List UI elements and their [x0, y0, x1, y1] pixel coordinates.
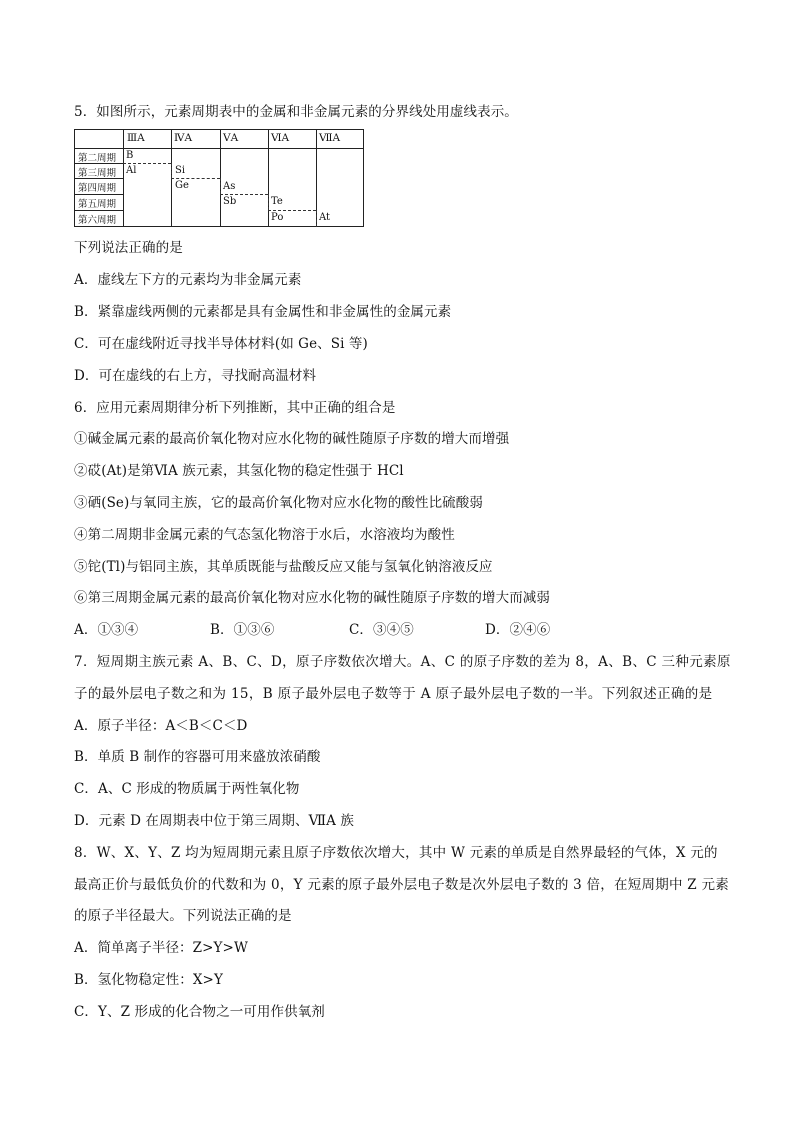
q8-stem-line-3: 的原子半径最大。下列说法正确的是	[74, 908, 292, 924]
group-header-7a: ⅦA	[319, 132, 341, 144]
q5-option-d: D．可在虚线的右上方，寻找耐高温材料	[74, 368, 317, 384]
q5-option-a: A．虚线左下方的元素均为非金属元素	[74, 272, 302, 288]
period-2-label: 第二周期	[78, 153, 117, 164]
element-te: Te	[271, 196, 283, 207]
period-4-label: 第四周期	[78, 183, 117, 194]
period-5-label: 第五周期	[78, 199, 117, 210]
q6-statement-4: ④第二周期非金属元素的气态氢化物溶于水后，水溶液均为酸性	[74, 527, 455, 543]
element-si: Si	[175, 165, 186, 176]
q7-option-a: A．原子半径：A＜B＜C＜D	[74, 718, 248, 734]
group-header-5a: ⅤA	[223, 132, 239, 144]
q6-option-b: B．①③⑥	[210, 622, 275, 638]
period-6-label: 第六周期	[78, 215, 117, 226]
q6-statement-1: ①碱金属元素的最高价氧化物对应水化物的碱性随原子序数的增大而增强	[74, 431, 510, 447]
q7-option-b: B．单质 B 制作的容器可用来盛放浓硝酸	[74, 749, 321, 765]
q5-stem: 5．如图所示，元素周期表中的金属和非金属元素的分界线处用虚线表示。	[74, 104, 518, 120]
q6-statement-2: ②砹(At)是第ⅥA 族元素，其氢化物的稳定性强于 HCl	[74, 463, 404, 479]
group-header-4a: ⅣA	[174, 132, 193, 144]
q6-statement-3: ③硒(Se)与氧同主族，它的最高价氧化物对应水化物的酸性比硫酸弱	[74, 495, 483, 511]
q8-stem-line-2: 最高正价与最低负价的代数和为 0，Y 元素的原子最外层电子数是次外层电子数的 3 倍，在短周期中 Z 元素	[74, 877, 729, 893]
period-3-label: 第三周期	[78, 168, 117, 179]
q8-option-c: C．Y、Z 形成的化合物之一可用作供氧剂	[74, 1004, 325, 1020]
q5-option-c: C．可在虚线附近寻找半导体材料(如 Ge、Si 等)	[74, 336, 368, 352]
element-ge: Ge	[175, 180, 189, 191]
q6-option-c: C．③④⑤	[349, 622, 414, 638]
q6-stem: 6．应用元素周期律分析下列推断，其中正确的组合是	[74, 400, 396, 416]
element-al: Al	[126, 165, 137, 176]
q6-statement-6: ⑥第三周期金属元素的最高价氧化物对应水化物的碱性随原子序数的增大而减弱	[74, 590, 550, 606]
element-as: As	[223, 181, 236, 192]
element-sb: Sb	[223, 196, 237, 207]
group-header-3a: ⅢA	[127, 132, 145, 144]
q5-option-b: B．紧靠虚线两侧的元素都是具有金属性和非金属性的金属元素	[74, 304, 452, 320]
q7-option-c: C．A、C 形成的物质属于两性氧化物	[74, 781, 300, 797]
q5-prompt: 下列说法正确的是	[74, 240, 183, 256]
q6-option-a: A．①③④	[74, 622, 139, 638]
q6-statement-5: ⑤铊(Tl)与铝同主族，其单质既能与盐酸反应又能与氢氧化钠溶液反应	[74, 559, 493, 575]
q6-option-d: D．②④⑥	[485, 622, 551, 638]
q7-stem-line-2: 子的最外层电子数之和为 15，B 原子最外层电子数等于 A 原子最外层电子数的一半。下列叙述正确的是	[74, 686, 713, 702]
q7-option-d: D．元素 D 在周期表中位于第三周期、ⅦA 族	[74, 813, 354, 829]
group-header-6a: ⅥA	[271, 132, 290, 144]
q8-stem-line-1: 8．W、X、Y、Z 均为短周期元素且原子序数依次增大，其中 W 元素的单质是自然界最轻的气体，X 元的	[74, 845, 718, 861]
periodic-table-excerpt	[74, 129, 364, 227]
q7-stem-line-1: 7．短周期主族元素 A、B、C、D，原子序数依次增大。A、C 的原子序数的差为 8，A、B、C 三种元素原	[74, 654, 731, 670]
element-b: B	[126, 150, 134, 161]
element-at: At	[319, 212, 331, 223]
q8-option-a: A．简单离子半径：Z>Y>W	[74, 940, 248, 956]
element-po: Po	[271, 212, 284, 223]
q8-option-b: B．氢化物稳定性：X>Y	[74, 972, 223, 988]
